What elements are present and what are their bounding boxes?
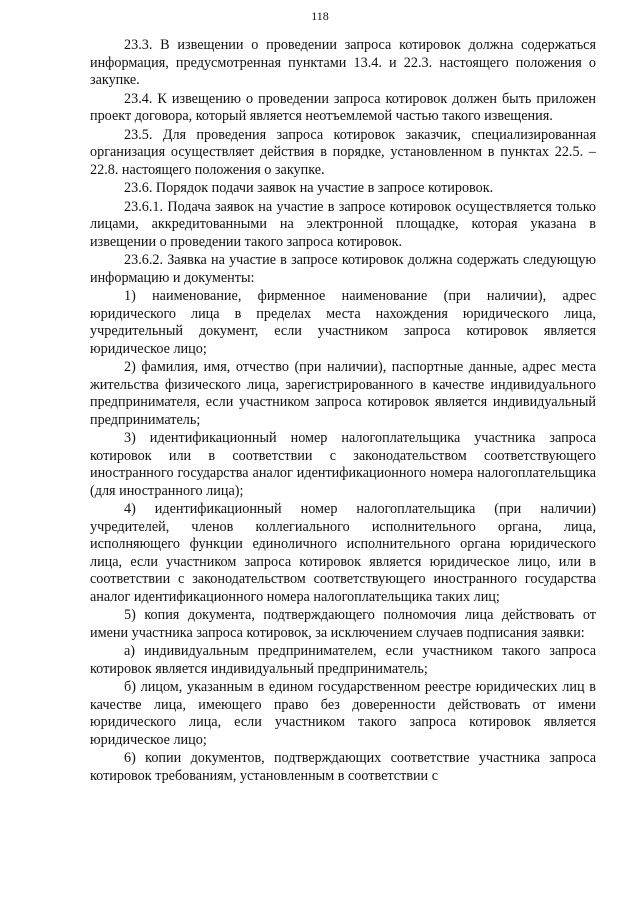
paragraph-23-6: 23.6. Порядок подачи заявок на участие в запросе котировок.	[124, 180, 494, 196]
paragraph-23-6-1: 23.6.1. Подача заявок на участие в запросе котировок осуществляется только лицами, аккредитованными на электронной площадке, которая указана в извещении о проведении такого запроса котировок.	[90, 198, 596, 250]
list-item-6: 6) копии документов, подтверждающих соответствие участника запроса котировок требованиям, установленным в соответствии с	[90, 750, 596, 784]
list-item-2: 2) фамилия, имя, отчество (при наличии), паспортные данные, адрес места жительства физического лица, зарегистрированного в качестве индивидуального предпринимателя, если участником запроса котировок является индивидуальный предприниматель;	[90, 359, 596, 428]
list-item-5-a: а) индивидуальным предпринимателем, если участником такого запроса котировок является индивидуальный предприниматель;	[90, 643, 596, 677]
paragraph-23-4: 23.4. К извещению о проведении запроса котировок должен быть приложен проект договора, который является неотъемлемой частью такого извещения.	[90, 90, 596, 124]
list-item-5: 5) копия документа, подтверждающего полномочия лица действовать от имени участника запроса котировок, за исключением случаев подписания заявки:	[90, 607, 596, 641]
list-item-1: 1) наименование, фирменное наименование (при наличии), адрес юридического лица в пределах места нахождения юридического лица, учредительный документ, если участником запроса котировок является юридическое лицо;	[90, 288, 596, 357]
paragraph-23-6-2: 23.6.2. Заявка на участие в запросе котировок должна содержать следующую информацию и документы:	[90, 252, 596, 286]
paragraph-23-5: 23.5. Для проведения запроса котировок заказчик, специализированная организация осуществляет действия в порядке, установленном в пунктах 22.5. – 22.8. настоящего положения о закупке.	[90, 126, 596, 178]
list-item-3: 3) идентификационный номер налогоплательщика участника запроса котировок или в соответствии с законодательством соответствующего иностранного государства аналог идентификационного номера налогоплательщика (для иностранного лица);	[90, 430, 596, 499]
paragraph-23-3: 23.3. В извещении о проведении запроса котировок должна содержаться информация, предусмотренная пунктами 13.4. и 22.3. настоящего положения о закупке.	[90, 37, 596, 88]
document-body	[90, 37, 596, 785]
list-item-5-b: б) лицом, указанным в едином государственном реестре юридических лиц в качестве лица, имеющего право без доверенности действовать от имени юридического лица, если участником такого запроса котировок является юридическое лицо;	[90, 679, 596, 748]
page-number: 118	[311, 9, 329, 23]
list-item-4: 4) идентификационный номер налогоплательщика (при наличии) учредителей, членов коллегиального исполнительного органа, лица, исполняющего функции единоличного исполнительного органа юридического лица, если участником запроса котировок является юридическое лицо, или в соответствии с законодательством соответствующего иностранного государства аналог идентификационного номера налогоплательщика таких лиц;	[90, 501, 596, 605]
